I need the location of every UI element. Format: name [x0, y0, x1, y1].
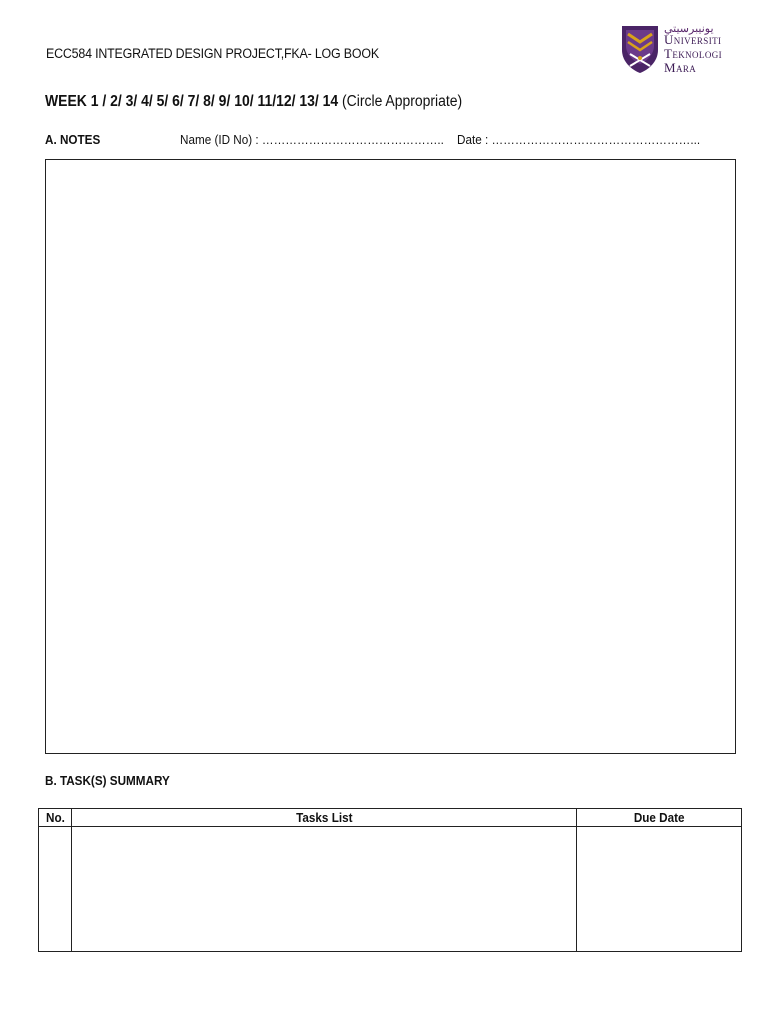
column-header-no-label: No. [45, 810, 65, 825]
logo-word-universiti: Universiti [664, 32, 722, 47]
tasks-list-cell[interactable] [72, 827, 577, 952]
notes-box[interactable] [45, 159, 736, 754]
column-header-tasks-list [72, 809, 577, 827]
no-cell[interactable] [39, 827, 72, 952]
logbook-title: ECC584 INTEGRATED DESIGN PROJECT,FKA- LOG BOOK [46, 46, 379, 61]
due-date-cell[interactable] [577, 827, 742, 952]
university-shield-icon [620, 24, 660, 74]
week-instruction: (Circle Appropriate) [342, 93, 463, 110]
column-header-no [39, 809, 72, 827]
logo-word-teknologi: Teknologi [664, 46, 723, 61]
column-header-tasks-list-label: Tasks List [295, 810, 353, 825]
name-id-field[interactable]: Name (ID No) : ……………………………………….. [180, 132, 444, 147]
week-numbers[interactable]: WEEK 1 / 2/ 3/ 4/ 5/ 6/ 7/ 8/ 9/ 10/ 11/12/ 13/ 14 [45, 93, 339, 110]
task-summary-heading: B. TASK(S) SUMMARY [45, 773, 170, 788]
logo-word-mara: Mara [664, 60, 697, 75]
column-header-due-date-label: Due Date [633, 810, 685, 825]
week-selector-line [45, 93, 462, 111]
university-logo [620, 22, 760, 78]
logo-jawi-text: ﯾﻮﻧﻴﺒﺮﺳﻴﺘﻲ [664, 22, 714, 35]
tasks-table-header-row [39, 809, 742, 827]
date-field[interactable]: Date : ……………………………………………... [457, 132, 701, 147]
column-header-due-date [577, 809, 742, 827]
table-row [39, 827, 742, 952]
tasks-table [38, 808, 742, 952]
notes-heading: A. NOTES [45, 132, 101, 147]
notes-header-row [45, 132, 735, 150]
